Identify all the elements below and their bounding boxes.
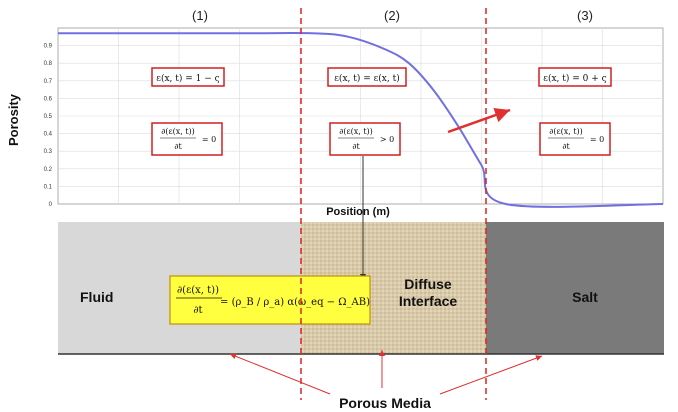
eq-box-region1-bottom xyxy=(152,123,222,155)
svg-text:= 0: = 0 xyxy=(589,135,605,144)
eq-box-region2-bottom xyxy=(330,123,400,155)
svg-text:∂(ε(x, t)): ∂(ε(x, t)) xyxy=(549,127,583,136)
y-tick-label: 0.6 xyxy=(43,96,52,103)
eq-box-region3-top xyxy=(539,68,611,86)
salt-block xyxy=(486,222,664,354)
x-axis-label: Position (m) xyxy=(326,206,390,218)
svg-text:= (ρ_B / ρ_a) α(ω_eq − Ω_AB): = (ρ_B / ρ_a) α(ω_eq − Ω_AB) xyxy=(220,297,370,308)
region-label-3: (3) xyxy=(577,8,593,23)
region-label-1: (1) xyxy=(192,8,208,23)
porosity-plot xyxy=(44,28,663,208)
region-label-2: (2) xyxy=(384,8,400,23)
svg-text:∂(ε(x, t)): ∂(ε(x, t)) xyxy=(177,285,219,296)
diffuse-label-line1: Diffuse xyxy=(404,276,452,292)
svg-text:∂(ε(x, t)): ∂(ε(x, t)) xyxy=(339,127,373,136)
eq-box-region3-bottom xyxy=(540,123,610,155)
salt-label: Salt xyxy=(572,289,598,305)
eq-box-region2-top xyxy=(328,68,406,86)
y-tick-label: 0.5 xyxy=(43,114,52,120)
y-tick-label: 0.1 xyxy=(43,184,52,191)
y-axis-label: Porosity xyxy=(6,93,21,147)
y-tick-label: 0.3 xyxy=(43,149,52,156)
svg-text:∂t: ∂t xyxy=(174,142,182,151)
svg-text:∂(ε(x, t)): ∂(ε(x, t)) xyxy=(161,127,195,136)
main-equation-box xyxy=(170,276,370,324)
diffuse-label-line2: Interface xyxy=(398,293,458,309)
svg-text:ε(x, t) = ε(x, t): ε(x, t) = ε(x, t) xyxy=(334,74,400,84)
eq-box-region1-top xyxy=(152,68,224,86)
porous-media-label: Porous Media xyxy=(339,395,431,411)
y-tick-label: 0.9 xyxy=(43,43,52,50)
svg-text:∂t: ∂t xyxy=(193,305,203,316)
y-tick-label: 0.4 xyxy=(43,131,52,138)
y-tick-label: 0.8 xyxy=(43,61,52,68)
svg-text:∂t: ∂t xyxy=(352,142,360,151)
y-tick-labels xyxy=(44,44,53,208)
porous-media-arrow-left xyxy=(230,354,330,394)
y-tick-label: 0 xyxy=(48,202,52,208)
svg-text:∂t: ∂t xyxy=(562,142,570,151)
svg-text:ε(x, t) = 0 + ς: ε(x, t) = 0 + ς xyxy=(543,74,607,84)
porous-media-arrow-right xyxy=(440,356,542,394)
y-tick-label: 0.2 xyxy=(43,166,52,173)
y-tick-label: 0.7 xyxy=(43,78,52,85)
svg-text:ε(x, t) = 1 − ς: ε(x, t) = 1 − ς xyxy=(156,74,220,84)
svg-text:> 0: > 0 xyxy=(379,135,395,144)
svg-text:= 0: = 0 xyxy=(201,135,217,144)
fluid-label: Fluid xyxy=(80,289,114,305)
